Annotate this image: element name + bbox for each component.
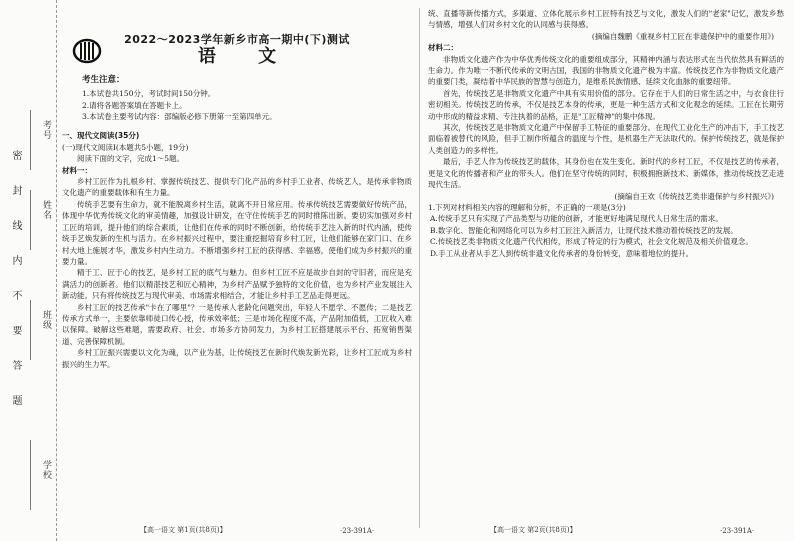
source-citation: (摘编自王欢《传统技艺类非遗保护与乡村振兴》)	[614, 191, 774, 201]
notice-title: 考生注意：	[82, 74, 125, 85]
paragraph: 乡村工匠作为扎根乡村、掌握传统技艺、提供专门化产品的乡村手工业者、传统艺人，是传承非物质文化遗产的重要载体和有生力量。	[62, 177, 412, 198]
left-column	[62, 8, 412, 370]
binding-margin	[0, 0, 57, 541]
notice-item: 2.请将各题答案填在答题卡上。	[82, 100, 187, 110]
paragraph: 乡村工匠振兴需要以文化为魂，以产业为基，让传统技艺在新时代焕发新光彩，让乡村工匠成为乡村振兴的生力军。	[62, 348, 412, 369]
instruction: 阅读下面的文字，完成1～5题。	[77, 154, 185, 164]
exam-number-label: 考号	[41, 120, 51, 140]
seal-word: 线	[10, 220, 21, 232]
fill-line	[30, 110, 31, 170]
answer-option: B.数字化、智能化和网络化可以为乡村工匠注入新活力，让现代技术推动着传统技艺的发展。	[430, 225, 738, 235]
paragraph: 非物质文化遗产作为中华优秀传统文化的重要组成部分，其精神内涵与表达形式在当代依然具有鲜活的生命力。作为唯一不断代传承的文明古国，我国的非物质文化遗产极为丰富。传统技艺作为非物质文化遗产的重要门类，凝结着中华民族的智慧与创造力，是维系民族情感、延续文化血脉的重要纽带。	[428, 54, 784, 87]
paragraph: 乡村工匠的技艺传承"卡在了哪里"？一是传承人老龄化问题突出，年轻人不愿学、不愿传；二是技艺传承方式单一，主要依靠师徒口传心授，传承效率低；三是市场化程度不高，产品附加值低，工匠收入难以保障。破解这些难题，需要政府、社会、市场多方协同发力，为乡村工匠搭建展示平台、拓宽销售渠道、完善保障机制。	[62, 302, 412, 346]
fill-line	[30, 190, 31, 250]
page-code: ·23-391A·	[340, 527, 375, 535]
right-column	[428, 8, 784, 259]
answer-option: C.传统技艺类非物质文化遗产代代相传，形成了特定的行为模式，社会文化规范及相关价值观念。	[430, 237, 753, 247]
notice-item: 1.本试卷共150分，考试时间150分钟。	[82, 89, 216, 99]
fill-line	[30, 440, 31, 510]
material-heading: 材料二：	[428, 43, 458, 53]
answer-option: A.传统手艺只有实现了产品类型与功能的创新，才能更好地满足现代人日常生活的需求。	[430, 214, 723, 224]
seal-word: 要	[10, 325, 21, 337]
seal-word: 密	[10, 150, 21, 162]
class-label: 班级	[41, 310, 51, 330]
fill-line	[30, 300, 31, 360]
subsection-heading: (一)现代文阅读Ⅰ(本题共5小题，19分)	[62, 142, 189, 152]
notice-list	[62, 88, 412, 122]
school-label: 学校	[41, 460, 51, 480]
seal-word: 答	[10, 360, 21, 372]
paragraph: 首先，传统技艺是非物质文化遗产中具有实用价值的部分。它存在于人们的日常生活之中，与衣食住行密切相关。传统技艺的传承，不仅是技艺本身的传承，更是一种生活方式和文化观念的延续。工匠在长期劳动中形成的精益求精、专注执着的品格，正是"工匠精神"的集中体现。	[428, 88, 784, 121]
name-label: 姓名	[41, 200, 51, 220]
section-heading: 一、现代文阅读(35分)	[62, 131, 140, 141]
seal-word: 不	[10, 290, 21, 302]
notice-item: 3.本试卷主要考试内容：部编版必修下册第一至第四单元。	[82, 112, 277, 122]
material-heading: 材料一：	[62, 165, 92, 175]
exam-title: 2022～2023学年新乡市高一期中(下)测试	[124, 33, 350, 46]
page-code: ·23-391A·	[720, 527, 755, 535]
subject-title: 语 文	[197, 46, 295, 68]
seal-word: 题	[10, 395, 21, 407]
paragraph: 统、直播等新传播方式，多渠道、立体化展示乡村工匠特有技艺与文化，激发人们的"老家"记忆，激发乡愁与情感，增强人们对乡村文化的认同感与获得感。	[428, 9, 784, 30]
page-footer: 【高一语文 第2页(共8页)】	[490, 526, 577, 534]
seal-word: 封	[10, 185, 21, 197]
question-stem: 1.下列对材料相关内容的理解和分析，不正确的一项是(3分)	[428, 202, 626, 212]
paragraph: 精于工、匠于心的技艺，是乡村工匠的底气与魅力。但乡村工匠不应是故步自封的守旧者，而应是充满活力的创新者。他们以精湛技艺和匠心精神，为乡村产品赋予独特的文化价值，也为乡村产业发展注入新动能。只有将传统技艺与现代审美、市场需求相结合，才能让乡村手工艺品走得更远。	[62, 268, 412, 301]
paragraph: 其次，传统技艺是非物质文化遗产中保留手工特征的重要部分。在现代工业化生产的冲击下，手工技艺面临着被替代的风险，但手工制作所蕴含的温度与个性，是机器生产无法取代的。保护传统技艺，就是保护人类创造力的多样性。	[428, 123, 784, 155]
answer-option: D.手工从业者从手艺人到传统非遗文化传承者的身份转变，意味着地位的提升。	[430, 248, 694, 258]
paragraph: 传统手艺要有生命力，就不能脱离乡村生活，就离不开日常应用。传承传统技艺需要做好传统产品，体现中华优秀传统文化的审美情趣，加强设计研发，在守住传统手艺的同时推陈出新。要切实加强对乡村工匠的培训，提升他们的综合素质，让他们在传承的同时不断创新，给传统手艺注入新的时代内涵，使传统手艺焕发新的生机与活力。在乡村振兴过程中，要注重挖掘培育乡村工匠，让他们能够在家门口、在乡村大地上施展才华，激发乡村内生动力。不断增强乡村工匠的获得感、幸福感，使他们成为乡村振兴的重要力量。	[62, 199, 412, 266]
paragraph: 最后，手艺人作为传统技艺的载体，其身份也在发生变化。新时代的乡村工匠，不仅是技艺的传承者，更是文化的传播者和产业的带头人。他们在坚守传统的同时，积极拥抱新技术、新媒体，推动传统技艺走进现代生活。	[428, 157, 784, 190]
seal-word: 内	[10, 255, 21, 267]
source-citation: (摘编自魏鹏《重视乡村工匠在非遗保护中的重要作用》)	[591, 31, 774, 41]
page-footer: 【高一语文 第1页(共8页)】	[140, 526, 227, 534]
column-divider	[419, 8, 420, 528]
